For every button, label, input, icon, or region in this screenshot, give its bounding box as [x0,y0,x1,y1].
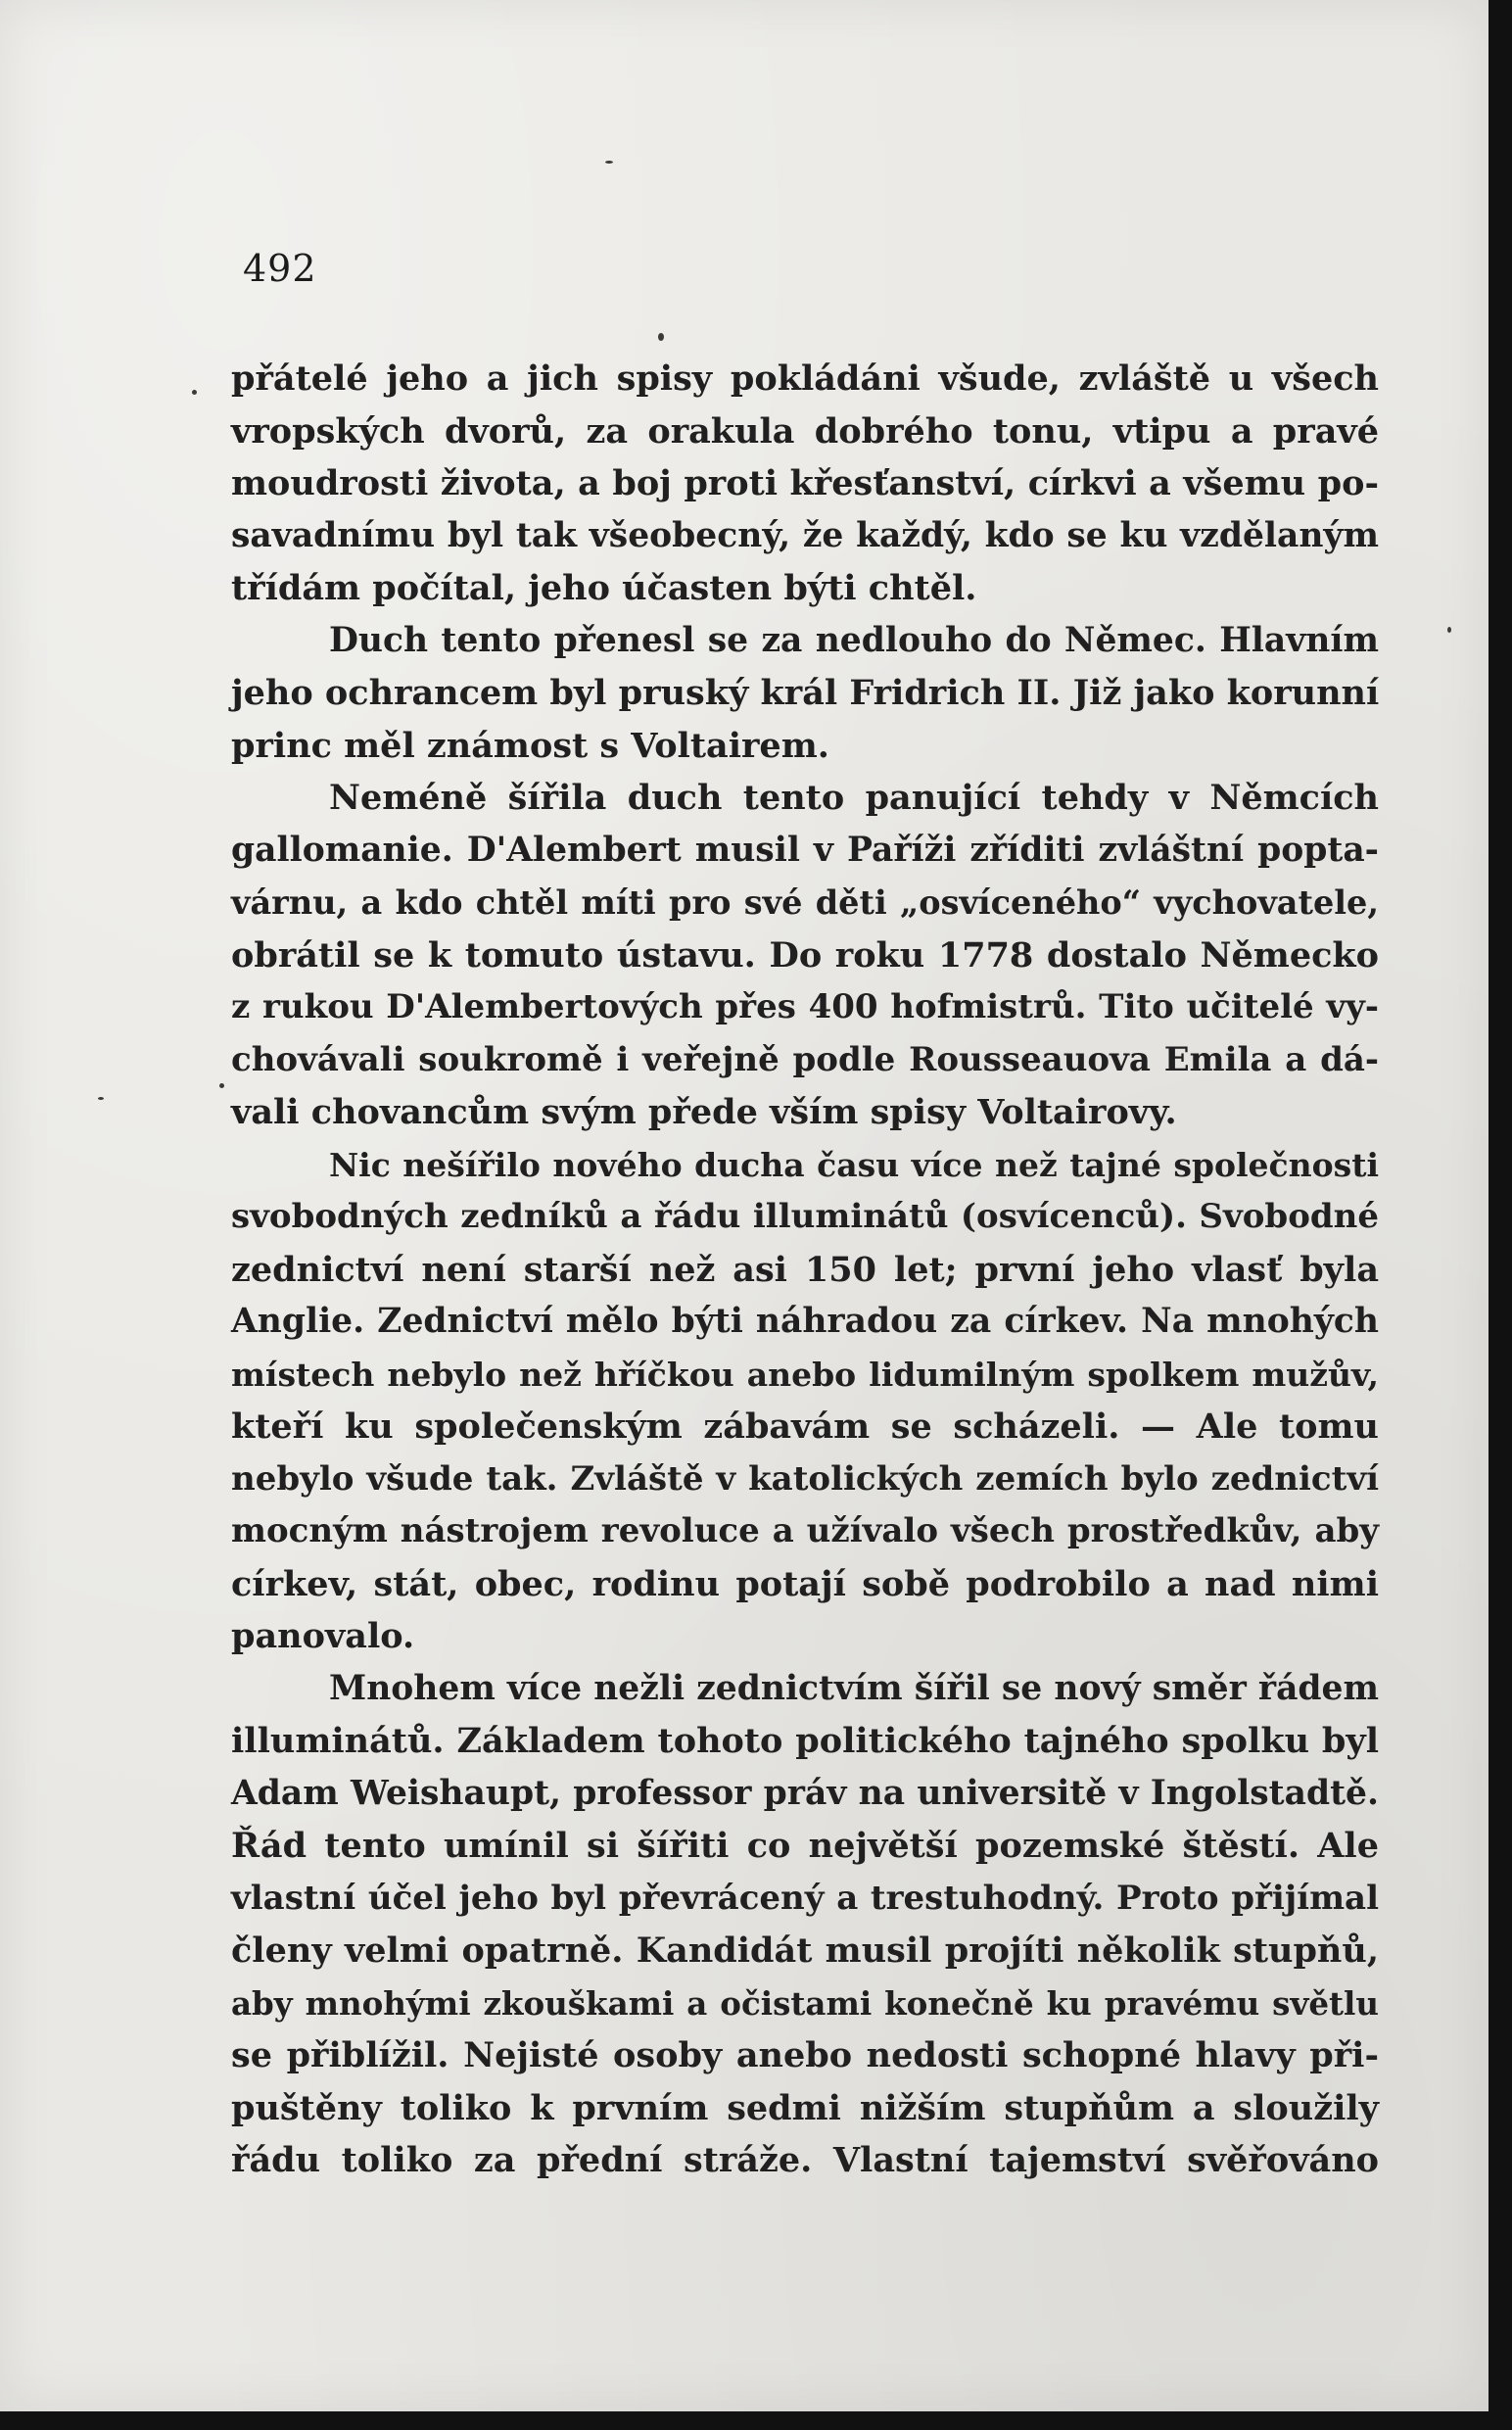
text-line: jeho ochrancem byl pruský král Fridrich II. Již jako korunní [231,673,1380,713]
text-line: várnu, a kdo chtěl míti pro své děti „osvíceného“ vychovatele, [231,883,1379,922]
paper-speck [98,1097,104,1100]
text-line: obrátil se k tomuto ústavu. Do roku 1778 dostalo Německo [231,934,1379,976]
text-line: řádu toliko za přední stráže. Vlastní tajemství svěřováno [231,2140,1379,2180]
text-line: savadnímu byl tak všeobecný, že každý, kdo se ku vzdělaným [231,515,1379,555]
text-line: Řád tento umínil si šířiti co největší pozemské štěstí. Ale [231,1826,1379,1866]
text-line: vlastní účel jeho byl převrácený a trestuhodný. Proto přijímal [231,1878,1379,1918]
text-line: místech nebylo než hříčkou anebo lidumilným spolkem mužův, [231,1355,1379,1394]
text-line: gallomanie. D'Alembert musil v Paříži zříditi zvláštní popta- [231,830,1379,870]
page-number: 492 [243,247,317,290]
text-line: se přiblížil. Nejisté osoby anebo nedosti schopné hlavy při- [231,2035,1379,2075]
scan-border-right [1488,0,1512,2430]
text-line: svobodných zedníků a řádu illuminátů (osvícenců). Svobodné [231,1197,1379,1236]
text-line: třídám počítal, jeho účasten býti chtěl. [231,568,977,608]
text-line: Anglie. Zednictví mělo býti náhradou za církev. Na mnohých [231,1302,1379,1341]
text-line: panovalo. [231,1616,415,1656]
text-line: Adam Weishaupt, professor práv na universitě v Ingolstadtě. [231,1773,1379,1813]
text-line: Nic nešířilo nového ducha času více než tajné společnosti [329,1145,1379,1184]
paper-speck [192,390,197,395]
text-line: Neméně šířila duch tento panující tehdy v Němcích [329,778,1379,818]
text-line: členy velmi opatrně. Kandidát musil projíti několik stupňů, [231,1930,1379,1971]
body-text [231,353,1379,2187]
text-line: církev, stát, obec, rodinu potají sobě podrobilo a nad nimi [231,1563,1379,1604]
text-line: aby mnohými zkouškami a očistami konečně ku pravému světlu [231,1983,1379,2023]
text-line: moudrosti života, a boj proti křesťanství, církvi a všemu po- [231,463,1379,503]
paper-speck [605,161,613,164]
text-line: zednictví není starší než asi 150 let; první jeho vlasť byla [231,1249,1379,1290]
scan-border-bottom [0,2411,1512,2430]
text-line: z rukou D'Alembertových přes 400 hofmistrů. Tito učitelé vy- [231,987,1379,1026]
text-line: vali chovancům svým přede vším spisy Voltairovy. [231,1092,1177,1132]
text-line: mocným nástrojem revoluce a užívalo všech prostředkův, aby [231,1511,1379,1550]
text-line: princ měl známost s Voltairem. [231,725,829,766]
paper-speck [219,1083,224,1088]
text-line: chovávali soukromě i veřejně podle Rousseauova Emila a dá- [231,1039,1379,1079]
paper-speck [658,333,664,341]
paper-speck [1447,627,1451,633]
text-line: kteří ku společenským zábavám se scházeli. — Ale tomu [231,1406,1379,1447]
text-line: Mnohem více nežli zednictvím šířil se nový směr řádem [329,1668,1379,1708]
text-line: illuminátů. Základem tohoto politického tajného spolku byl [231,1721,1379,1761]
text-line: puštěny toliko k prvním sedmi nižším stupňům a sloužily [231,2087,1379,2128]
text-line: nebylo všude tak. Zvláště v katolických zemích bylo zednictví [231,1458,1379,1499]
text-line: Duch tento přenesl se za nedlouho do Němec. Hlavním [329,620,1379,660]
text-line: vropských dvorů, za orakula dobrého tonu, vtipu a pravé [231,410,1379,452]
text-line: přátelé jeho a jich spisy pokládáni všude, zvláště u všech [231,358,1379,399]
